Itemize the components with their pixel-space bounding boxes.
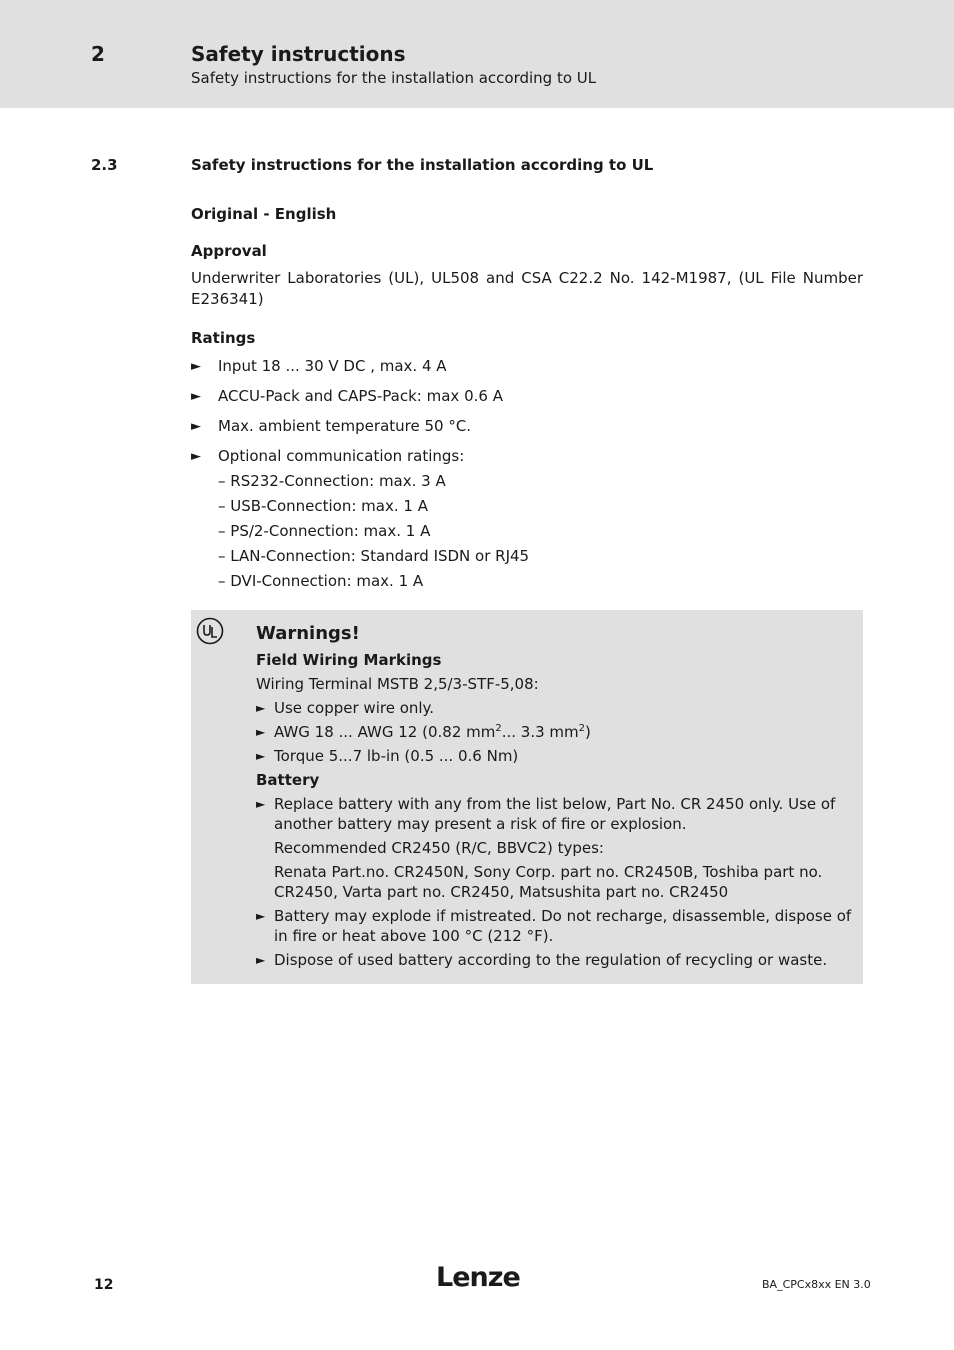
section-number: 2.3 <box>91 156 118 174</box>
comm-rating-item: – DVI-Connection: max. 1 A <box>218 572 424 590</box>
bullet-arrow-icon: ► <box>191 359 201 374</box>
bullet-arrow-icon: ► <box>191 419 201 434</box>
approval-text: Underwriter Laboratories (UL), UL508 and CSA C22.2 No. 142-M1987, (UL File Number E236341) <box>191 269 863 308</box>
bullet-arrow-icon: ► <box>256 749 266 763</box>
original-label: Original - English <box>191 205 337 223</box>
comm-rating-item: – PS/2-Connection: max. 1 A <box>218 522 431 540</box>
bullet-arrow-icon: ► <box>256 953 266 967</box>
ratings-item: ► Max. ambient temperature 50 °C. <box>191 417 472 435</box>
ratings-list <box>191 356 863 592</box>
wire-item: ► Use copper wire only. <box>256 699 435 717</box>
ratings-item: ► ACCU-Pack and CAPS-Pack: max 0.6 A <box>191 387 503 405</box>
battery-item: ► Dispose of used battery according to the regulation of recycling or waste. <box>256 951 828 969</box>
battery-heading: Battery <box>256 771 320 789</box>
header-band <box>0 0 954 108</box>
ratings-item: ► Input 18 ... 30 V DC , max. 4 A <box>191 357 447 375</box>
terminal-text: Wiring Terminal MSTB 2,5/3-STF-5,08: <box>256 675 539 693</box>
document-id: BA_CPCx8xx EN 3.0 <box>762 1278 871 1291</box>
warning-title: Warnings! <box>256 623 360 644</box>
main-content <box>191 204 863 601</box>
bullet-arrow-icon: ► <box>256 797 266 811</box>
chapter-subtitle: Safety instructions for the installation according to UL <box>191 69 597 87</box>
ratings-heading: Ratings <box>191 329 256 347</box>
battery-item: ► Replace battery with any from the list below, Part No. CR 2450 only. Use of another battery may present a risk of fire or explosion. <box>256 795 836 833</box>
battery-item: ► Battery may explode if mistreated. Do not recharge, disassemble, dispose of in fire or heat above 100 °C (212 °F). <box>256 907 852 945</box>
comm-rating-item: – USB-Connection: max. 1 A <box>218 497 428 515</box>
chapter-title: Safety instructions <box>191 42 406 66</box>
bullet-arrow-icon: ► <box>256 725 266 739</box>
awg-item: ► AWG 18 ... AWG 12 (0.82 $mm^2$... 3.3 $mm^2$) <box>256 723 591 741</box>
field-wiring-heading: Field Wiring Markings <box>256 651 442 669</box>
ratings-item: ► Optional communication ratings: – RS232-Connection: max. 3 A – USB-Connection: max. 1 A – PS/2-Connection: max. 1 A – LAN-Connection: Standard ISDN or RJ45 – DVI-Connection: max. 1 A <box>191 446 863 592</box>
bullet-arrow-icon: ► <box>191 449 201 464</box>
approval-heading: Approval <box>191 242 267 260</box>
battery-recommended: Recommended CR2450 (R/C, BBVC2) types: <box>274 839 604 857</box>
battery-types: Renata Part.no. CR2450N, Sony Corp. part no. CR2450B, Toshiba part no. CR2450, Varta part no. CR2450, Matsushita part no. CR2450 <box>274 863 823 901</box>
comm-ratings-list <box>218 471 863 592</box>
page-number: 12 <box>94 1277 114 1293</box>
bullet-arrow-icon: ► <box>256 909 266 923</box>
bullet-arrow-icon: ► <box>191 389 201 404</box>
ul-mark-icon <box>196 617 224 645</box>
warning-content <box>256 624 856 974</box>
comm-rating-item: – LAN-Connection: Standard ISDN or RJ45 <box>218 547 530 565</box>
comm-rating-item: – RS232-Connection: max. 3 A <box>218 472 446 490</box>
bullet-arrow-icon: ► <box>256 701 266 715</box>
section-title: Safety instructions for the installation according to UL <box>191 156 654 174</box>
chapter-number: 2 <box>91 42 105 66</box>
lenze-logo: Lenze <box>436 1262 520 1293</box>
torque-item: ► Torque 5...7 lb-in (0.5 ... 0.6 Nm) <box>256 747 519 765</box>
